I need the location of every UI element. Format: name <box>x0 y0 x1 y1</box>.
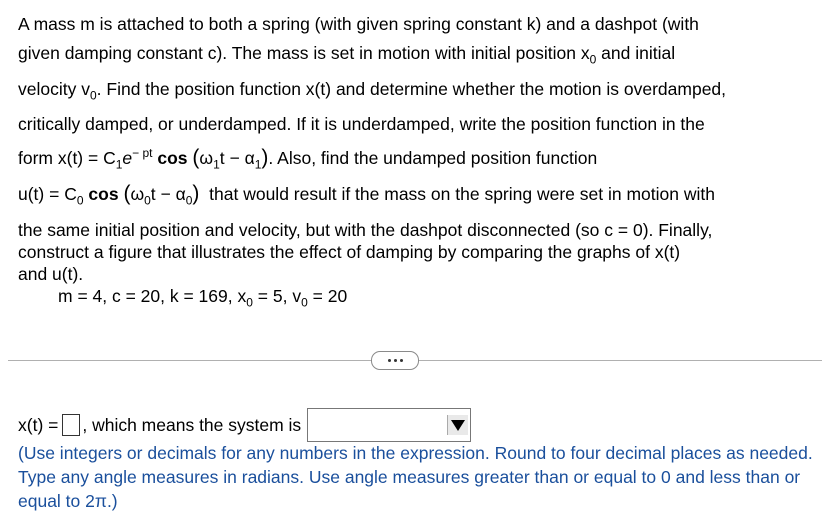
problem-text: . Also, find the undamped position function <box>268 147 598 168</box>
param-text: = 20 <box>307 286 348 306</box>
given-parameters <box>58 286 347 310</box>
omega-symbol: ω <box>130 184 145 205</box>
problem-line <box>18 75 818 111</box>
cos-function: cos <box>157 147 188 168</box>
problem-text: given damping constant c). The mass is set in motion with initial position x <box>18 43 590 63</box>
answer-row <box>18 408 471 442</box>
param-text: = 5, v <box>252 286 302 306</box>
problem-text: the same initial position and velocity, but with the dashpot disconnected (so c = 0). Finally, <box>18 219 713 240</box>
instructions-note <box>18 441 818 513</box>
problem-text: t − α <box>150 184 186 205</box>
problem-line <box>18 241 818 263</box>
problem-statement <box>18 10 818 285</box>
triangle-down-icon <box>451 420 465 431</box>
subscript: 0 <box>185 193 193 208</box>
paren-open: ( <box>192 145 200 169</box>
paren-close: ) <box>261 145 269 169</box>
problem-line <box>18 139 818 179</box>
subscript: 0 <box>246 295 253 310</box>
note-text: (Use integers or decimals for any numbers in the expression. Round to four decimal places as needed. Type any angle measures in radians. Use angle measures greater than or equal to 0 and less than or equal to 2π.) <box>18 443 813 511</box>
subscript: 0 <box>301 295 308 310</box>
expand-more-button[interactable] <box>371 351 419 370</box>
problem-text: u(t) = C <box>18 184 77 205</box>
problem-text: A mass m is attached to both a spring (with given spring constant k) and a dashpot (with <box>18 14 699 34</box>
exponent: − pt <box>132 146 153 160</box>
problem-line <box>18 39 818 75</box>
problem-line <box>18 263 818 285</box>
problem-line <box>18 179 818 216</box>
cos-function: cos <box>88 184 119 205</box>
damping-type-select[interactable] <box>307 408 471 442</box>
dropdown-toggle[interactable] <box>447 415 468 435</box>
problem-text: and initial <box>596 43 676 63</box>
subscript: 0 <box>589 52 597 67</box>
subscript: 1 <box>254 157 262 172</box>
problem-line <box>18 219 818 241</box>
problem-text: critically damped, or underdamped. If it is underdamped, write the position function in the <box>18 114 705 134</box>
answer-middle-text: , which means the system is <box>82 414 302 435</box>
problem-line <box>18 110 818 139</box>
param-text: m = 4, c = 20, k = 169, x <box>58 286 247 306</box>
problem-text: that would result if the mass on the spring were set in motion with <box>209 184 715 205</box>
paren-close: ) <box>192 182 200 206</box>
problem-text: t − α <box>219 147 255 168</box>
subscript: 0 <box>76 193 84 208</box>
ellipsis-icon <box>394 359 397 362</box>
problem-text: form x(t) = C <box>18 147 116 168</box>
paren-open: ( <box>123 182 131 206</box>
omega-symbol: ω <box>199 147 214 168</box>
problem-text: velocity v <box>18 78 90 99</box>
problem-text: and u(t). <box>18 263 84 284</box>
subscript: 0 <box>89 88 97 102</box>
ellipsis-icon <box>400 359 403 362</box>
ellipsis-icon <box>388 359 391 362</box>
subscript: 0 <box>144 193 151 208</box>
answer-input-box[interactable] <box>62 414 80 436</box>
answer-label: x(t) = <box>18 414 59 435</box>
problem-text: . Find the position function x(t) and determine whether the motion is overdamped, <box>96 78 727 99</box>
exponential-e: e <box>122 147 133 168</box>
subscript: 1 <box>213 157 220 172</box>
subscript: 1 <box>115 157 123 172</box>
problem-line <box>18 10 818 39</box>
problem-text: construct a figure that illustrates the effect of damping by comparing the graphs of x(t) <box>18 241 681 262</box>
